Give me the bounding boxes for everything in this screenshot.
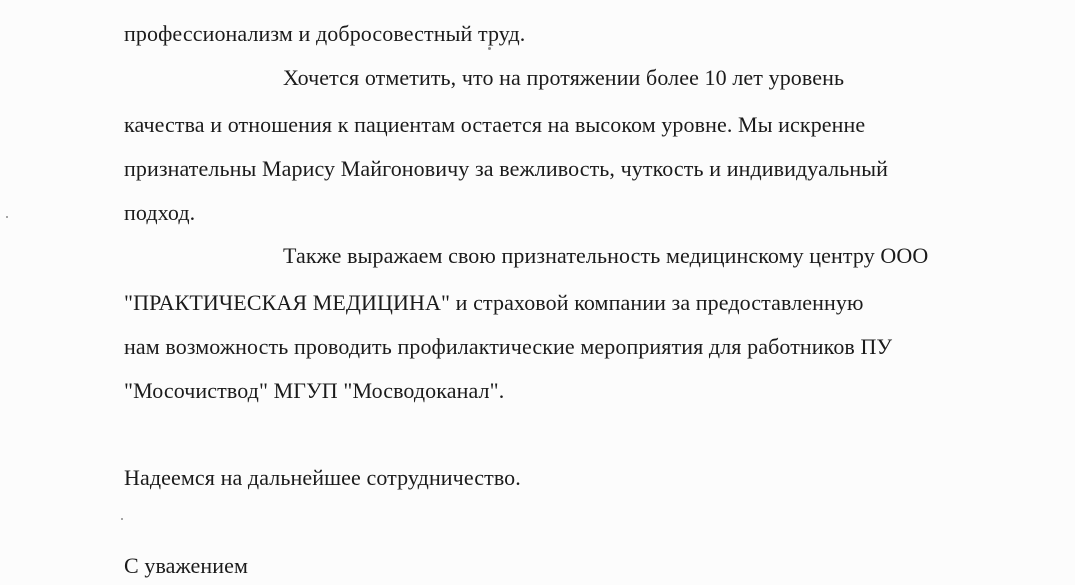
scan-speck	[121, 518, 123, 520]
letter-line-3: качества и отношения к пациентам остается на высоком уровне. Мы искренне	[124, 112, 866, 137]
letter-line-8: нам возможность проводить профилактические мероприятия для работников ПУ	[124, 334, 893, 359]
cropped-text-line	[124, 0, 954, 2]
closing-hope-line: Надеемся на дальнейшее сотрудничество.	[124, 465, 521, 490]
letter-line-7: "ПРАКТИЧЕСКАЯ МЕДИЦИНА" и страховой компании за предоставленную	[124, 290, 864, 315]
letter-line-1: профессионализм и добросовестный труд.	[124, 21, 526, 46]
letter-line-5: подход.	[124, 200, 196, 225]
letter-line-9: "Мосочиствод" МГУП "Мосводоканал".	[124, 378, 505, 403]
letter-paragraph-2-first-line: Хочется отметить, что на протяжении более 10 лет уровень	[283, 65, 845, 90]
letter-paragraph-3-first-line: Также выражаем свою признательность медицинскому центру ООО	[283, 243, 929, 268]
scan-speck	[488, 47, 491, 50]
scan-speck	[6, 216, 8, 218]
letter-line-4: признательны Марису Майгоновичу за вежливость, чуткость и индивидуальный	[124, 156, 888, 181]
closing-regards-line: С уважением	[124, 553, 249, 578]
